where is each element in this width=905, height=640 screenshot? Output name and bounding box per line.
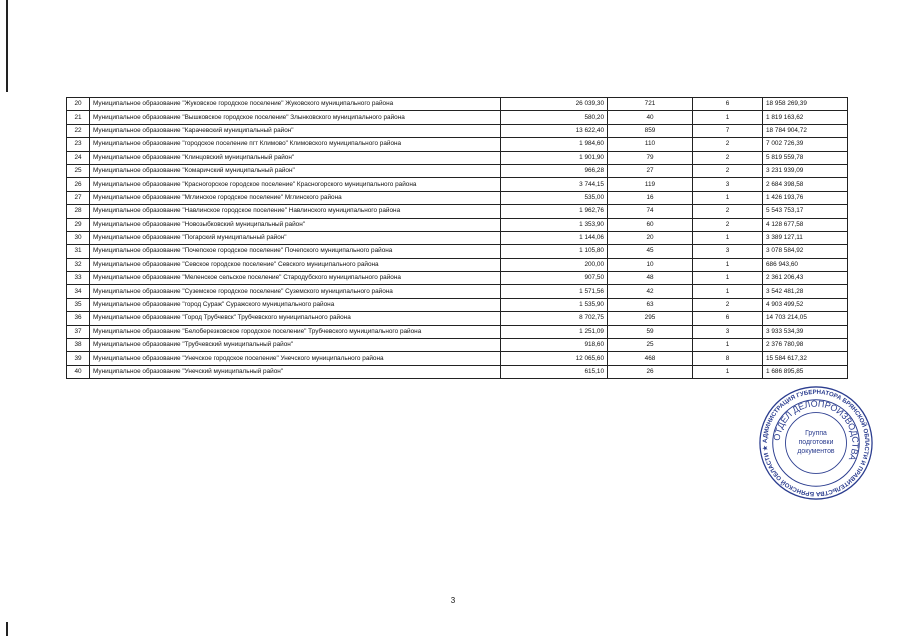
area-value: 13 622,40 (501, 124, 608, 137)
people-count: 79 (608, 151, 693, 164)
row-number: 22 (67, 124, 90, 137)
table-row (67, 245, 848, 258)
amount-value: 15 584 617,32 (763, 352, 848, 365)
row-number: 32 (67, 258, 90, 271)
people-count: 27 (608, 164, 693, 177)
amount-value: 1 819 163,62 (763, 111, 848, 124)
page-edge-line (6, 0, 8, 92)
amount-value: 2 376 780,98 (763, 339, 848, 352)
people-count: 10 (608, 258, 693, 271)
stamp-center-line-2: подготовки (798, 438, 834, 446)
object-count: 1 (693, 231, 763, 244)
object-count: 2 (693, 298, 763, 311)
people-count: 25 (608, 339, 693, 352)
row-number: 20 (67, 98, 90, 111)
people-count: 60 (608, 218, 693, 231)
row-number: 25 (67, 164, 90, 177)
table-row (67, 258, 848, 271)
area-value: 1 353,90 (501, 218, 608, 231)
object-count: 2 (693, 205, 763, 218)
area-value: 1 251,09 (501, 325, 608, 338)
object-count: 2 (693, 138, 763, 151)
people-count: 26 (608, 365, 693, 378)
table-body (67, 98, 848, 379)
object-count: 7 (693, 124, 763, 137)
municipality-name: Муниципальное образование "Карачевский муниципальный район" (90, 124, 501, 137)
people-count: 59 (608, 325, 693, 338)
table-row (67, 124, 848, 137)
municipality-name: Муниципальное образование "Город Трубчевск" Трубчевского муниципального района (90, 312, 501, 325)
municipality-name: Муниципальное образование "Жуковское городское поселение" Жуковского муниципального района (90, 98, 501, 111)
row-number: 23 (67, 138, 90, 151)
amount-value: 3 933 534,39 (763, 325, 848, 338)
municipality-name: Муниципальное образование "Вышковское городское поселение" Злынковского муниципального района (90, 111, 501, 124)
people-count: 40 (608, 111, 693, 124)
row-number: 37 (67, 325, 90, 338)
row-number: 35 (67, 298, 90, 311)
row-number: 34 (67, 285, 90, 298)
row-number: 31 (67, 245, 90, 258)
amount-value: 1 686 895,85 (763, 365, 848, 378)
stamp-center-line-1: Группа (805, 430, 827, 438)
area-value: 1 571,56 (501, 285, 608, 298)
object-count: 3 (693, 178, 763, 191)
row-number: 21 (67, 111, 90, 124)
people-count: 42 (608, 285, 693, 298)
object-count: 3 (693, 245, 763, 258)
official-stamp (757, 384, 875, 502)
row-number: 28 (67, 205, 90, 218)
row-number: 36 (67, 312, 90, 325)
row-number: 40 (67, 365, 90, 378)
area-value: 8 702,75 (501, 312, 608, 325)
municipality-name: Муниципальное образование "город Сураж" Суражского муниципального района (90, 298, 501, 311)
object-count: 2 (693, 218, 763, 231)
people-count: 859 (608, 124, 693, 137)
amount-value: 5 543 753,17 (763, 205, 848, 218)
amount-value: 18 784 904,72 (763, 124, 848, 137)
table-row (67, 138, 848, 151)
object-count: 8 (693, 352, 763, 365)
people-count: 110 (608, 138, 693, 151)
object-count: 3 (693, 325, 763, 338)
municipality-name: Муниципальное образование "Севское городское поселение" Севского муниципального района (90, 258, 501, 271)
people-count: 721 (608, 98, 693, 111)
amount-value: 14 703 214,05 (763, 312, 848, 325)
area-value: 966,28 (501, 164, 608, 177)
municipality-name: Муниципальное образование "Красногорское городское поселение" Красногорского муниципального района (90, 178, 501, 191)
table-row (67, 151, 848, 164)
row-number: 39 (67, 352, 90, 365)
table-row (67, 272, 848, 285)
stamp-center-line-3: документов (797, 447, 835, 455)
table-row (67, 285, 848, 298)
municipality-name: Муниципальное образование "Клинцовский муниципальный район" (90, 151, 501, 164)
people-count: 74 (608, 205, 693, 218)
area-value: 907,50 (501, 272, 608, 285)
object-count: 1 (693, 111, 763, 124)
municipality-name: Муниципальное образование "Трубчевский муниципальный район" (90, 339, 501, 352)
area-value: 918,60 (501, 339, 608, 352)
amount-value: 3 542 481,28 (763, 285, 848, 298)
area-value: 26 039,30 (501, 98, 608, 111)
people-count: 63 (608, 298, 693, 311)
object-count: 6 (693, 98, 763, 111)
people-count: 20 (608, 231, 693, 244)
table-row (67, 98, 848, 111)
row-number: 27 (67, 191, 90, 204)
object-count: 1 (693, 285, 763, 298)
area-value: 1 984,60 (501, 138, 608, 151)
people-count: 16 (608, 191, 693, 204)
municipality-name: Муниципальное образование "Мглинское городское поселение" Мглинского района (90, 191, 501, 204)
people-count: 119 (608, 178, 693, 191)
municipality-name: Муниципальное образование "Новозыбковский муниципальный район" (90, 218, 501, 231)
amount-value: 18 958 269,39 (763, 98, 848, 111)
municipality-name: Муниципальное образование "Погарский муниципальный район" (90, 231, 501, 244)
area-value: 580,20 (501, 111, 608, 124)
amount-value: 686 943,60 (763, 258, 848, 271)
table-row (67, 352, 848, 365)
area-value: 12 065,60 (501, 352, 608, 365)
people-count: 295 (608, 312, 693, 325)
row-number: 29 (67, 218, 90, 231)
amount-value: 2 361 206,43 (763, 272, 848, 285)
municipality-name: Муниципальное образование "Меленское сельское поселение" Стародубского муниципального района (90, 272, 501, 285)
area-value: 1 962,76 (501, 205, 608, 218)
amount-value: 3 231 939,09 (763, 164, 848, 177)
area-value: 1 144,06 (501, 231, 608, 244)
amount-value: 7 002 726,39 (763, 138, 848, 151)
area-value: 200,00 (501, 258, 608, 271)
row-number: 33 (67, 272, 90, 285)
municipality-name: Муниципальное образование "Унечский муниципальный район" (90, 365, 501, 378)
object-count: 2 (693, 151, 763, 164)
amount-value: 3 078 584,92 (763, 245, 848, 258)
object-count: 6 (693, 312, 763, 325)
people-count: 45 (608, 245, 693, 258)
municipality-name: Муниципальное образование "Суземское городское поселение" Суземского муниципального района (90, 285, 501, 298)
municipality-name: Муниципальное образование "Комаричский муниципальный район" (90, 164, 501, 177)
object-count: 1 (693, 191, 763, 204)
area-value: 1 901,90 (501, 151, 608, 164)
funding-table (66, 97, 848, 379)
stamp-middle-text: ОТДЕЛ ДЕЛОПРОИЗВОДСТВА (771, 398, 861, 463)
table-row (67, 231, 848, 244)
municipality-name: Муниципальное образование "Унечское городское поселение" Унечского муниципального района (90, 352, 501, 365)
page-number: 3 (450, 596, 456, 605)
row-number: 30 (67, 231, 90, 244)
people-count: 48 (608, 272, 693, 285)
amount-value: 2 684 398,58 (763, 178, 848, 191)
area-value: 3 744,15 (501, 178, 608, 191)
table-row (67, 178, 848, 191)
area-value: 1 105,80 (501, 245, 608, 258)
row-number: 24 (67, 151, 90, 164)
object-count: 1 (693, 339, 763, 352)
table-row (67, 312, 848, 325)
object-count: 1 (693, 272, 763, 285)
table-row (67, 111, 848, 124)
object-count: 1 (693, 258, 763, 271)
row-number: 26 (67, 178, 90, 191)
municipality-name: Муниципальное образование "Навлинское городское поселение" Навлинского муниципального района (90, 205, 501, 218)
municipality-name: Муниципальное образование "городское поселение пгт Климово" Климовского муниципального района (90, 138, 501, 151)
table-row (67, 339, 848, 352)
people-count: 468 (608, 352, 693, 365)
amount-value: 5 819 559,78 (763, 151, 848, 164)
amount-value: 1 426 193,76 (763, 191, 848, 204)
page-edge-mark (6, 622, 8, 636)
table-row (67, 325, 848, 338)
object-count: 1 (693, 365, 763, 378)
table-row (67, 205, 848, 218)
municipality-name: Муниципальное образование "Почепское городское поселение" Почепского муниципального района (90, 245, 501, 258)
table-row (67, 191, 848, 204)
table-row (67, 218, 848, 231)
area-value: 615,10 (501, 365, 608, 378)
amount-value: 4 903 499,52 (763, 298, 848, 311)
stamp-outer-text: АДМИНИСТРАЦИЯ ГУБЕРНАТОРА БРЯНСКОЙ ОБЛАСТИ И ПРАВИТЕЛЬСТВА БРЯНСКОЙ ОБЛАСТИ ★ (761, 388, 871, 498)
table-row (67, 298, 848, 311)
amount-value: 3 389 127,11 (763, 231, 848, 244)
object-count: 2 (693, 164, 763, 177)
table-row (67, 164, 848, 177)
amount-value: 4 128 677,58 (763, 218, 848, 231)
area-value: 1 535,90 (501, 298, 608, 311)
area-value: 535,00 (501, 191, 608, 204)
municipality-name: Муниципальное образование "Белоберезковское городское поселение" Трубчевского муниципального района (90, 325, 501, 338)
table-row (67, 365, 848, 378)
row-number: 38 (67, 339, 90, 352)
